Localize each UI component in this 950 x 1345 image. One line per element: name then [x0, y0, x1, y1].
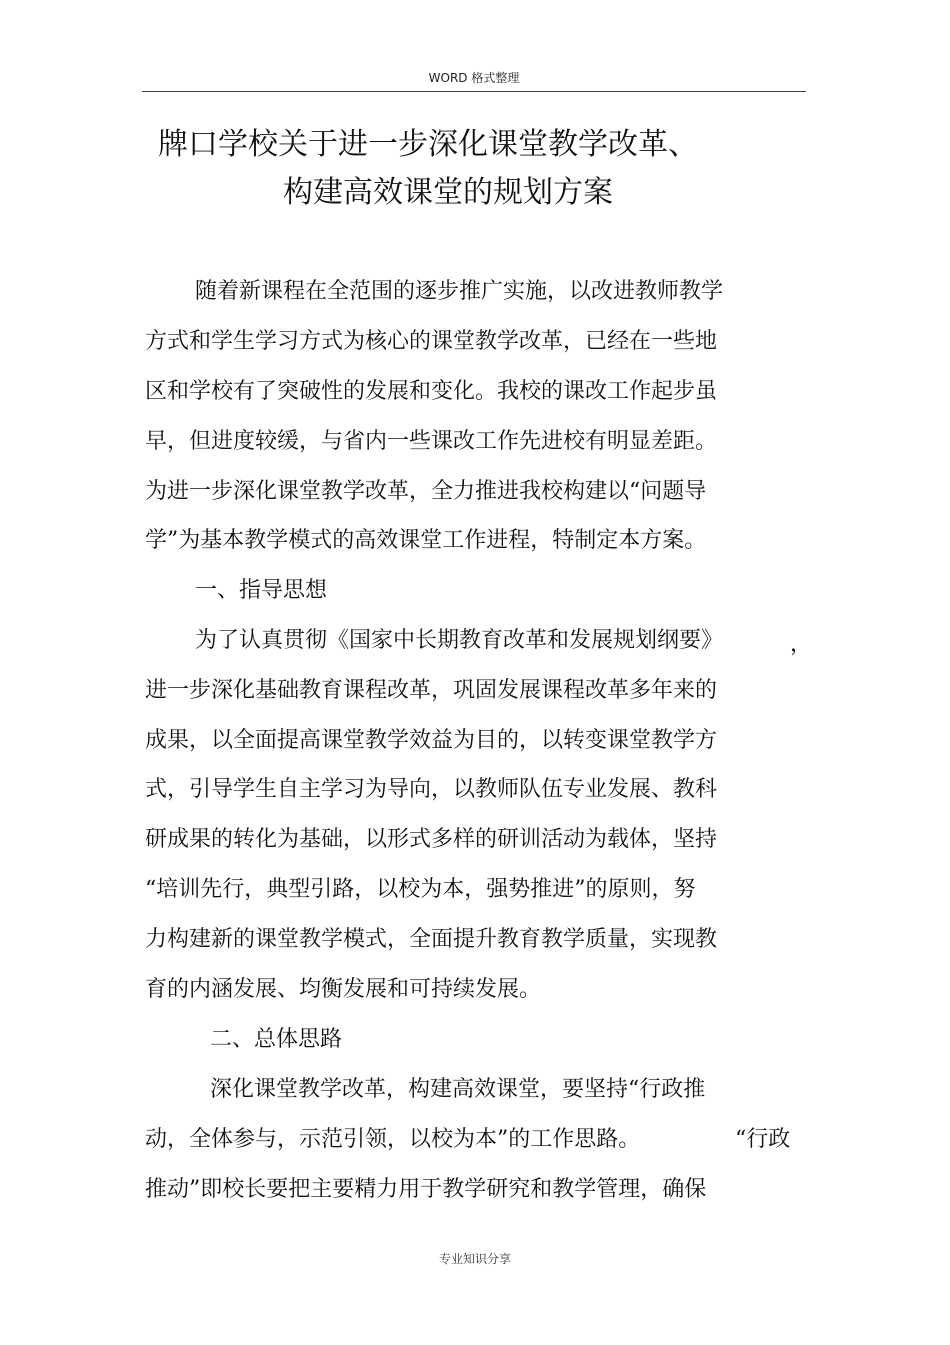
paragraph-line: 成果，以全面提高课堂教学效益为目的，以转变课堂教学方 [145, 728, 718, 753]
document-title-line-1: 牌口学校关于进一步深化课堂教学改革、 [158, 127, 698, 162]
paragraph-line: 为进一步深化课堂教学改革，全力推进我校构建以“问题导 [145, 479, 707, 504]
paragraph-line-tail: “行政 [735, 1127, 791, 1152]
paragraph-line: 式，引导学生自主学习为导向，以教师队伍专业发展、教科 [145, 777, 718, 802]
page-footer: 专业知识分享 [438, 1252, 511, 1266]
paragraph-line: 深化课堂教学改革，构建高效课堂，要坚持“行政推 [210, 1077, 706, 1102]
trailing-comma: ， [790, 632, 813, 657]
paragraph-line: 随着新课程在全范围的逐步推广实施，以改进教师教学 [195, 279, 724, 304]
paragraph-line: 研成果的转化为基础，以形式多样的研训活动为载体，坚持 [145, 827, 718, 852]
section-heading: 一、指导思想 [195, 578, 328, 603]
section-heading: 二、总体思路 [210, 1027, 343, 1052]
page-header: WORD 格式整理 [428, 71, 520, 85]
paragraph-line: 区和学校有了突破性的发展和变化。我校的课改工作起步虽 [145, 379, 718, 404]
paragraph-line: 动，全体参与，示范引领，以校为本”的工作思路。 [145, 1127, 641, 1152]
document-title-line-2: 构建高效课堂的规划方案 [283, 175, 613, 210]
paragraph-line: 方式和学生学习方式为核心的课堂教学改革，已经在一些地 [145, 329, 718, 354]
paragraph-line: “培训先行，典型引路，以校为本，强势推进”的原则，努 [145, 877, 696, 902]
paragraph-line: 推动”即校长要把主要精力用于教学研究和教学管理，确保 [145, 1177, 707, 1202]
paragraph-line: 育的内涵发展、均衡发展和可持续发展。 [145, 977, 542, 1002]
paragraph-line: 学”为基本教学模式的高效课堂工作进程，特制定本方案。 [145, 528, 707, 553]
paragraph-line: 早，但进度较缓，与省内一些课改工作先进校有明显差距。 [145, 429, 718, 454]
paragraph-line: 进一步深化基础教育课程改革，巩固发展课程改革多年来的 [145, 678, 718, 703]
paragraph-line: 为了认真贯彻《国家中长期教育改革和发展规划纲要》 [195, 628, 724, 653]
paragraph-line: 力构建新的课堂教学模式，全面提升教育教学质量，实现教 [145, 927, 718, 952]
header-divider [142, 91, 806, 92]
